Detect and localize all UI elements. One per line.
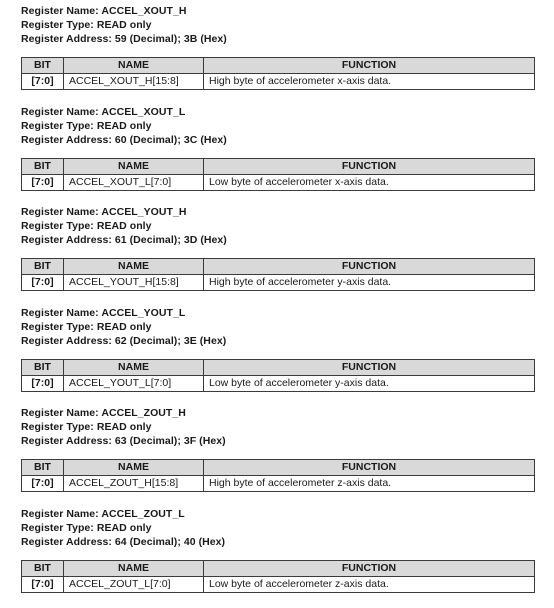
register-type-line <box>21 320 535 334</box>
register-section <box>21 4 535 105</box>
register-type-label: Register Type: <box>21 119 97 132</box>
register-bit-table <box>21 560 535 593</box>
name-column-header: NAME <box>64 158 204 174</box>
register-name-value: ACCEL_YOUT_H <box>101 206 187 219</box>
register-bit-table <box>21 158 535 191</box>
bit-column-header: BIT <box>22 359 64 375</box>
register-address-label: Register Address: <box>21 435 115 448</box>
bit-cell: [7:0] <box>22 174 64 190</box>
register-section <box>21 306 535 407</box>
function-cell: High byte of accelerometer y-axis data. <box>204 275 535 291</box>
register-address-value: 59 (Decimal); 3B (Hex) <box>114 33 227 45</box>
register-type-value: READ only <box>96 320 152 333</box>
register-address-label: Register Address: <box>21 535 115 548</box>
register-type-label: Register Type: <box>21 421 97 434</box>
bit-column-header: BIT <box>22 259 64 275</box>
register-type-line <box>21 420 535 434</box>
function-cell: Low byte of accelerometer x-axis data. <box>204 174 535 190</box>
register-name-line <box>21 507 535 521</box>
register-name-line <box>21 306 535 320</box>
register-bit-table <box>21 359 535 392</box>
bit-column-header: BIT <box>22 58 64 74</box>
register-bit-table <box>21 258 535 291</box>
bit-column-header: BIT <box>22 560 64 576</box>
name-cell: ACCEL_ZOUT_L[7:0] <box>64 576 204 592</box>
register-type-label: Register Type: <box>21 521 97 534</box>
register-address-value: 64 (Decimal); 40 (Hex) <box>114 535 226 548</box>
register-name-line <box>21 205 535 219</box>
register-name-line <box>21 105 535 119</box>
register-type-line <box>21 521 535 535</box>
register-section <box>21 406 535 507</box>
register-address-value: 62 (Decimal); 3E (Hex) <box>114 334 227 347</box>
register-name-value: ACCEL_XOUT_H <box>101 5 187 17</box>
register-address-value: 60 (Decimal); 3C (Hex) <box>114 133 227 146</box>
register-bit-table <box>21 459 535 492</box>
function-column-header: FUNCTION <box>204 460 535 476</box>
register-name-line <box>21 406 535 420</box>
name-column-header: NAME <box>64 460 204 476</box>
function-cell: Low byte of accelerometer z-axis data. <box>204 576 535 592</box>
table-row <box>22 476 535 492</box>
register-address-line <box>21 32 535 46</box>
register-map-document <box>21 4 535 608</box>
function-column-header: FUNCTION <box>204 560 535 576</box>
register-address-line <box>21 233 535 247</box>
register-address-label: Register Address: <box>21 133 115 146</box>
register-type-line <box>21 18 535 32</box>
table-row <box>22 74 535 90</box>
register-name-value: ACCEL_YOUT_L <box>101 306 186 319</box>
register-name-label: Register Name: <box>21 407 102 420</box>
register-type-value: READ only <box>96 119 152 132</box>
table-row <box>22 576 535 592</box>
register-type-label: Register Type: <box>21 220 97 233</box>
register-type-label: Register Type: <box>21 19 97 31</box>
register-address-label: Register Address: <box>21 33 115 45</box>
register-name-value: ACCEL_ZOUT_H <box>101 407 186 420</box>
name-column-header: NAME <box>64 560 204 576</box>
name-cell: ACCEL_YOUT_L[7:0] <box>64 375 204 391</box>
register-type-value: READ only <box>96 220 152 233</box>
register-name-label: Register Name: <box>21 306 102 319</box>
function-column-header: FUNCTION <box>204 58 535 74</box>
register-type-line <box>21 219 535 233</box>
register-section <box>21 105 535 206</box>
name-column-header: NAME <box>64 259 204 275</box>
register-address-line <box>21 434 535 448</box>
register-type-value: READ only <box>96 19 152 31</box>
register-type-value: READ only <box>96 421 152 434</box>
function-cell: High byte of accelerometer z-axis data. <box>204 476 535 492</box>
register-address-value: 61 (Decimal); 3D (Hex) <box>114 234 227 247</box>
table-header-row <box>22 359 535 375</box>
bit-cell: [7:0] <box>22 375 64 391</box>
table-row <box>22 275 535 291</box>
table-header-row <box>22 560 535 576</box>
register-address-label: Register Address: <box>21 234 115 247</box>
register-section <box>21 507 535 608</box>
register-address-line <box>21 535 535 549</box>
bit-cell: [7:0] <box>22 275 64 291</box>
register-name-value: ACCEL_XOUT_L <box>101 105 186 118</box>
table-header-row <box>22 158 535 174</box>
function-column-header: FUNCTION <box>204 158 535 174</box>
register-bit-table <box>21 57 535 90</box>
register-type-label: Register Type: <box>21 320 97 333</box>
table-header-row <box>22 259 535 275</box>
name-column-header: NAME <box>64 359 204 375</box>
register-address-line <box>21 133 535 147</box>
bit-cell: [7:0] <box>22 576 64 592</box>
table-row <box>22 375 535 391</box>
register-section <box>21 205 535 306</box>
register-type-line <box>21 119 535 133</box>
table-header-row <box>22 58 535 74</box>
register-address-line <box>21 334 535 348</box>
bit-column-header: BIT <box>22 158 64 174</box>
name-cell: ACCEL_YOUT_H[15:8] <box>64 275 204 291</box>
register-name-label: Register Name: <box>21 206 102 219</box>
function-column-header: FUNCTION <box>204 359 535 375</box>
table-header-row <box>22 460 535 476</box>
function-cell: High byte of accelerometer x-axis data. <box>204 74 535 90</box>
register-name-label: Register Name: <box>21 105 102 118</box>
function-column-header: FUNCTION <box>204 259 535 275</box>
register-address-value: 63 (Decimal); 3F (Hex) <box>114 435 226 448</box>
register-type-value: READ only <box>96 521 152 534</box>
bit-cell: [7:0] <box>22 74 64 90</box>
bit-column-header: BIT <box>22 460 64 476</box>
register-name-line <box>21 4 535 18</box>
register-address-label: Register Address: <box>21 334 115 347</box>
register-name-label: Register Name: <box>21 5 102 17</box>
name-cell: ACCEL_ZOUT_H[15:8] <box>64 476 204 492</box>
register-name-value: ACCEL_ZOUT_L <box>101 507 185 520</box>
table-row <box>22 174 535 190</box>
register-name-label: Register Name: <box>21 507 102 520</box>
bit-cell: [7:0] <box>22 476 64 492</box>
function-cell: Low byte of accelerometer y-axis data. <box>204 375 535 391</box>
name-cell: ACCEL_XOUT_L[7:0] <box>64 174 204 190</box>
name-column-header: NAME <box>64 58 204 74</box>
name-cell: ACCEL_XOUT_H[15:8] <box>64 74 204 90</box>
